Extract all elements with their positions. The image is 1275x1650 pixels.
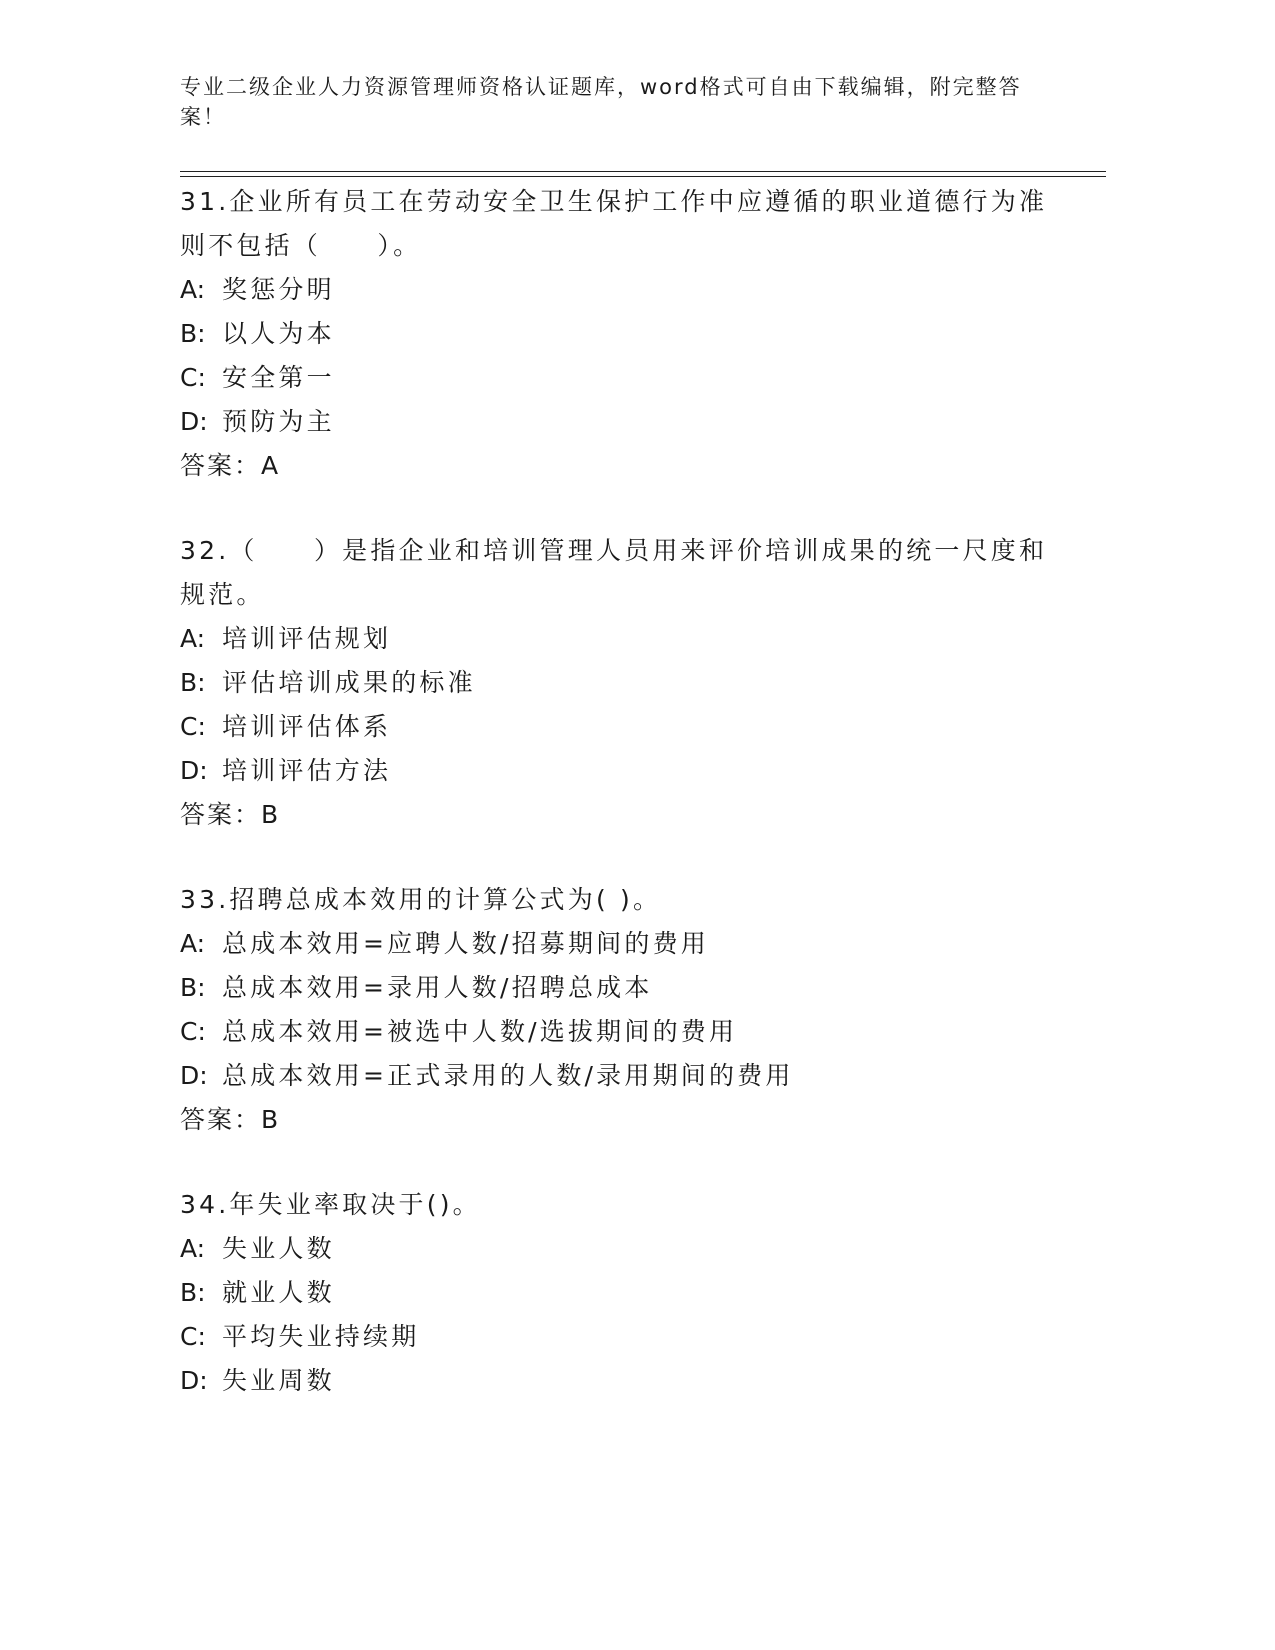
option-letter: B: xyxy=(180,973,206,1002)
option-letter: C: xyxy=(180,1322,206,1351)
answer-line xyxy=(180,444,1060,488)
option-letter: B: xyxy=(180,319,206,348)
option-text: 培训评估规划 xyxy=(222,624,392,653)
option-letter: C: xyxy=(180,1017,206,1046)
header-divider-top xyxy=(180,171,1106,172)
option-text: 奖惩分明 xyxy=(222,275,335,304)
question-stem: 32.（ ）是指企业和培训管理人员用来评价培训成果的统一尺度和规范。 xyxy=(180,536,1048,609)
option-letter: B: xyxy=(180,1278,206,1307)
option-letter: A: xyxy=(180,275,206,304)
option-d xyxy=(180,1054,1060,1098)
question-33 xyxy=(180,878,1060,1142)
answer-line xyxy=(180,1098,1060,1142)
option-a xyxy=(180,268,1060,312)
option-a xyxy=(180,922,1060,966)
option-text: 培训评估方法 xyxy=(222,756,392,785)
option-text: 预防为主 xyxy=(222,407,335,436)
answer-label: 答案： xyxy=(180,800,262,829)
option-c xyxy=(180,1315,1060,1359)
answer-value: B xyxy=(261,1105,280,1134)
option-c xyxy=(180,1010,1060,1054)
option-text: 总成本效用=应聘人数/招募期间的费用 xyxy=(222,929,709,958)
option-c xyxy=(180,356,1060,400)
option-letter: D: xyxy=(180,407,208,436)
answer-value: A xyxy=(261,451,280,480)
option-text: 总成本效用=正式录用的人数/录用期间的费用 xyxy=(222,1061,794,1090)
question-31 xyxy=(180,180,1060,488)
option-letter: A: xyxy=(180,1234,206,1263)
question-stem: 33.招聘总成本效用的计算公式为( )。 xyxy=(180,885,662,914)
option-letter: A: xyxy=(180,929,206,958)
option-b xyxy=(180,1271,1060,1315)
option-text: 评估培训成果的标准 xyxy=(222,668,476,697)
answer-label: 答案： xyxy=(180,1105,262,1134)
option-text: 总成本效用=录用人数/招聘总成本 xyxy=(222,973,653,1002)
question-34 xyxy=(180,1183,1060,1403)
answer-value: B xyxy=(261,800,280,829)
option-letter: C: xyxy=(180,363,206,392)
option-a xyxy=(180,1227,1060,1271)
option-letter: D: xyxy=(180,1061,208,1090)
option-letter: B: xyxy=(180,668,206,697)
option-letter: D: xyxy=(180,756,208,785)
option-letter: A: xyxy=(180,624,206,653)
option-d xyxy=(180,400,1060,444)
option-b xyxy=(180,966,1060,1010)
option-text: 培训评估体系 xyxy=(222,712,392,741)
answer-label: 答案： xyxy=(180,451,262,480)
answer-line xyxy=(180,793,1060,837)
question-stem: 34.年失业率取决于()。 xyxy=(180,1190,481,1219)
option-text: 失业人数 xyxy=(222,1234,335,1263)
option-b xyxy=(180,312,1060,356)
option-letter: C: xyxy=(180,712,206,741)
option-text: 平均失业持续期 xyxy=(222,1322,420,1351)
option-b xyxy=(180,661,1060,705)
option-text: 失业周数 xyxy=(222,1366,335,1395)
option-c xyxy=(180,705,1060,749)
question-stem: 31.企业所有员工在劳动安全卫生保护工作中应遵循的职业道德行为准则不包括（ ）。 xyxy=(180,187,1048,260)
option-text: 就业人数 xyxy=(222,1278,335,1307)
option-a xyxy=(180,617,1060,661)
option-d xyxy=(180,749,1060,793)
option-d xyxy=(180,1359,1060,1403)
document-header: 专业二级企业人力资源管理师资格认证题库，word格式可自由下载编辑，附完整答案！ xyxy=(180,75,1022,129)
header-divider-bottom xyxy=(180,176,1106,177)
option-text: 总成本效用=被选中人数/选拔期间的费用 xyxy=(222,1017,738,1046)
question-32 xyxy=(180,529,1060,837)
option-text: 安全第一 xyxy=(222,363,335,392)
option-letter: D: xyxy=(180,1366,208,1395)
option-text: 以人为本 xyxy=(222,319,335,348)
